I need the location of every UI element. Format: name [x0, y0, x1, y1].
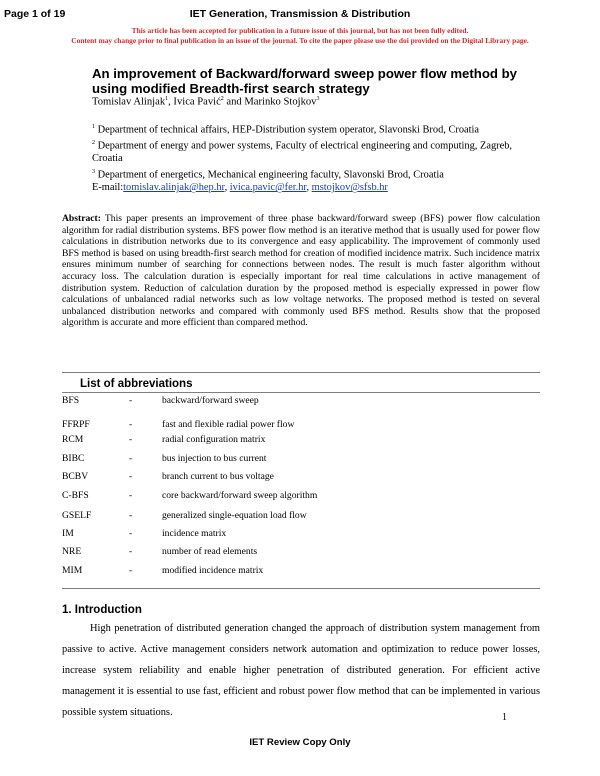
- abbreviation-term: BFS: [62, 395, 80, 406]
- abbreviation-dash: -: [129, 490, 133, 501]
- affiliation-text: Department of energetics, Mechanical engineering faculty, Slavonski Brod, Croatia: [95, 169, 444, 181]
- email-link[interactable]: ivica.pavic@fer.hr: [229, 182, 307, 194]
- author-affiliation-mark: 3: [316, 96, 320, 102]
- abbreviation-row: [62, 471, 502, 489]
- abbreviation-dash: -: [129, 419, 133, 430]
- email-link[interactable]: mstojkov@sfsb.hr: [311, 182, 388, 194]
- abbreviation-row: [62, 395, 502, 413]
- abbreviation-definition: modified incidence matrix: [162, 565, 264, 576]
- abbreviation-row: [62, 434, 502, 452]
- abbreviation-dash: -: [129, 546, 133, 557]
- abbreviation-definition: core backward/forward sweep algorithm: [162, 490, 318, 501]
- abbreviation-row: [62, 510, 502, 528]
- abbreviation-dash: -: [129, 510, 133, 521]
- notice-line: This article has been accepted for publication in a future issue of this journal, but has not been fully edited.: [131, 26, 469, 35]
- abbreviation-term: FFRPF: [62, 419, 90, 430]
- abbreviation-dash: -: [129, 528, 133, 539]
- abbreviation-term: C-BFS: [62, 490, 89, 501]
- abbreviation-row: [62, 546, 502, 564]
- journal-title: IET Generation, Transmission & Distribution: [189, 8, 411, 20]
- abbreviation-definition: branch current to bus voltage: [162, 471, 274, 482]
- introduction-paragraph: High penetration of distributed generation changed the approach of distribution system management from passive to active. Active management considers network automation and optimization to reduce power losses, increase system reliability and enable higher penetration of distributed generation. For efficient active management it is essential to use fast, efficient and robust power flow method that can be implemented in various possible system situations.: [62, 623, 540, 718]
- prepublication-notice: [30, 26, 570, 46]
- abbreviation-term: GSELF: [62, 510, 92, 521]
- affiliation-mark: 2: [92, 139, 95, 146]
- abbreviation-row: [62, 453, 502, 471]
- abbreviation-term: IM: [62, 528, 74, 539]
- review-copy-footer: IET Review Copy Only: [249, 737, 351, 748]
- email-separator: ,: [306, 182, 312, 194]
- divider: [62, 588, 540, 589]
- abbreviation-dash: -: [129, 565, 133, 576]
- author-list: [92, 96, 319, 108]
- author-name: Marinko Stojkov: [244, 96, 317, 108]
- abstract-text: This paper presents an improvement of three phase backward/forward sweep (BFS) power flow calculation algorithm for radial distribution systems. BFS power flow method is an iterative method that is usually used for power flow calculations in distribution networks due to its convergence and easy applicability. The improvement of commonly used BFS method is based on using breadth-first search method for creation of modified incidence matrix. Such incidence matrix ensures minimum number of searching for connections between nodes. The result is much faster algorithm without accuracy loss. The calculation duration is especially important for real time calculations in active management of distribution system. Reduction of calculation duration by the proposed method is especially expressed in power flow calculations of unbalanced radial networks such as low voltage networks. The proposed method is tested on several unbalanced distribution networks and compared with commonly used BFS method. Results show that the proposed algorithm is accurate and more efficient than compared method.: [62, 213, 540, 329]
- abbreviation-term: RCM: [62, 434, 84, 445]
- email-line: [92, 181, 542, 194]
- notice-line: Content may change prior to final publication in an issue of the journal. To cite the paper please use the doi provided on the Digital Library page.: [71, 36, 529, 45]
- abbreviation-dash: -: [129, 395, 133, 406]
- abbreviation-row: [62, 490, 502, 508]
- author-name: Ivica Pavić: [173, 96, 221, 108]
- section-heading-introduction: 1. Introduction: [62, 604, 142, 616]
- affiliation-mark: 1: [92, 124, 95, 130]
- email-link[interactable]: tomislav.alinjak@hep.hr: [123, 182, 225, 194]
- affiliation: [92, 166, 542, 182]
- paper-title: An improvement of Backward/forward sweep power flow method by using modified Breadth-first search strategy: [92, 66, 518, 96]
- abbreviation-term: NRE: [62, 546, 82, 557]
- abbreviation-definition: bus injection to bus current: [162, 453, 267, 464]
- author-name: Tomislav Alinjak: [92, 96, 166, 108]
- abbreviation-term: MIM: [62, 565, 83, 576]
- email-label: E-mail:: [92, 182, 124, 194]
- abbreviation-row: [62, 565, 502, 583]
- abbreviation-definition: fast and flexible radial power flow: [162, 419, 295, 430]
- abbreviation-definition: generalized single-equation load flow: [162, 510, 307, 521]
- abbreviation-term: BCBV: [62, 471, 89, 482]
- author-affiliation-mark: 2: [220, 96, 224, 102]
- abbreviation-dash: -: [129, 471, 133, 482]
- page-counter: Page 1 of 19: [4, 8, 66, 20]
- affiliation: [92, 121, 542, 137]
- affiliation-text: Department of energy and power systems, Faculty of electrical engineering and computing, Zagreb, Croatia: [92, 140, 513, 165]
- abstract-label: Abstract:: [62, 213, 101, 224]
- affiliation: [92, 137, 542, 166]
- page-number: 1: [502, 712, 507, 723]
- abbreviation-dash: -: [129, 434, 133, 445]
- divider: [62, 372, 540, 373]
- affiliation-mark: 3: [92, 168, 95, 175]
- abbreviation-definition: backward/forward sweep: [162, 395, 259, 406]
- abbreviation-definition: number of read elements: [162, 546, 258, 557]
- author-affiliation-mark: 1: [165, 96, 169, 102]
- affiliation-text: Department of technical affairs, HEP-Distribution system operator, Slavonski Brod, Croatia: [95, 124, 480, 136]
- abbreviation-row: [62, 528, 502, 546]
- abbreviation-definition: radial configuration matrix: [162, 434, 266, 445]
- abbreviations-heading: List of abbreviations: [80, 378, 193, 390]
- abbreviation-term: BIBC: [62, 453, 85, 464]
- abstract: [62, 213, 540, 329]
- divider: [62, 392, 540, 393]
- author-separator: ,: [168, 96, 174, 108]
- affiliations: [92, 121, 542, 194]
- abbreviation-definition: incidence matrix: [162, 528, 227, 539]
- author-separator: and: [223, 96, 245, 108]
- email-separator: ,: [224, 182, 230, 194]
- abbreviation-dash: -: [129, 453, 133, 464]
